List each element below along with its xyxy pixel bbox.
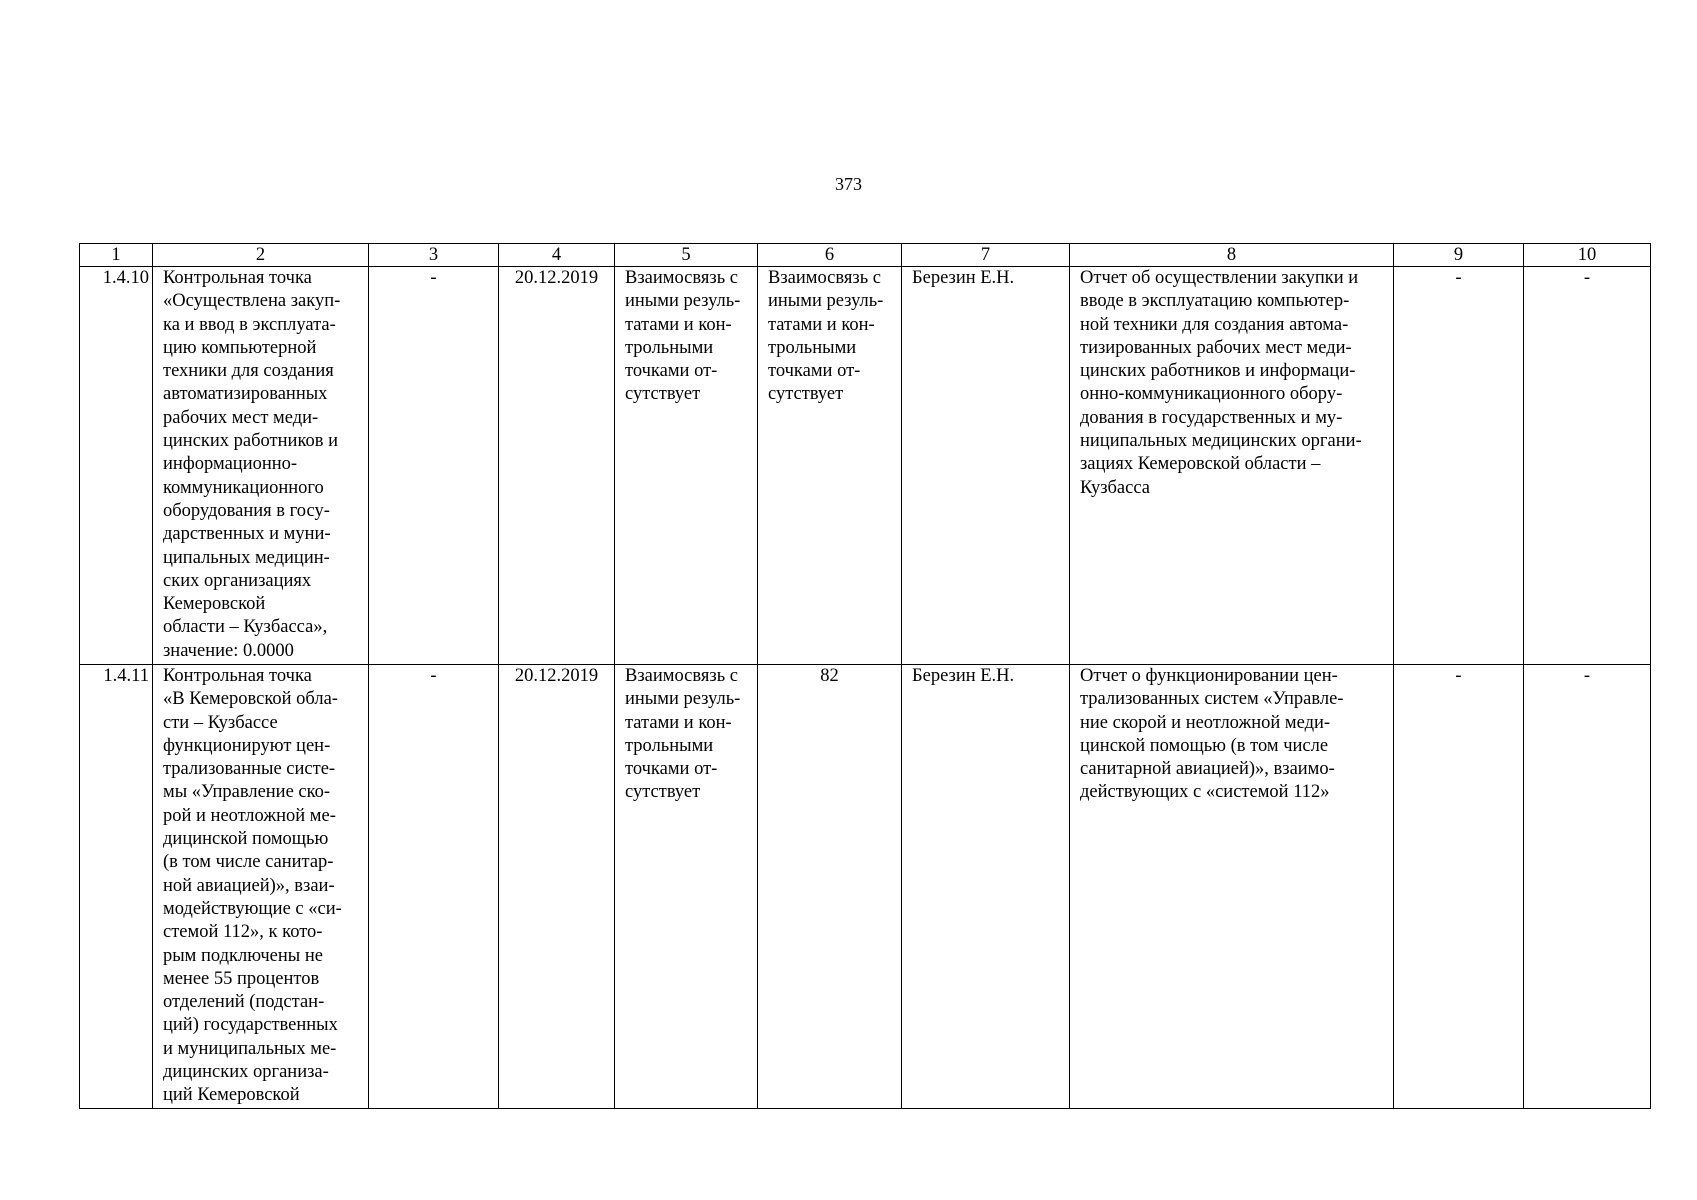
header-cell-9: 9 [1394, 244, 1524, 267]
column-10-cell: - [1524, 665, 1651, 1109]
table-row [80, 267, 1651, 665]
control-points-table [79, 243, 1651, 1109]
relationship-cell-2: Взаимосвязь с иными резуль- татами и кон- трольными точками от- сутствует [758, 267, 902, 665]
responsible-cell: Березин Е.Н. [902, 267, 1070, 665]
relationship-cell: Взаимосвязь с иными резуль- татами и кон- трольными точками от- сутствует [615, 665, 758, 1109]
table-header-row [80, 244, 1651, 267]
responsible-cell: Березин Е.Н. [902, 665, 1070, 1109]
header-cell-5: 5 [615, 244, 758, 267]
row-number-cell: 1.4.10 [80, 267, 153, 665]
column-9-cell: - [1394, 267, 1524, 665]
header-cell-10: 10 [1524, 244, 1651, 267]
column-9-cell: - [1394, 665, 1524, 1109]
date-cell: 20.12.2019 [499, 665, 615, 1109]
column-6-value-cell: 82 [758, 665, 902, 1109]
header-cell-8: 8 [1070, 244, 1394, 267]
header-cell-4: 4 [499, 244, 615, 267]
report-cell: Отчет о функционировании цен- трализованных систем «Управле- ние скорой и неотложной меди- цинской помощью (в том числе санитарной авиацией)», взаимо- действующих с «системой 112» [1070, 665, 1394, 1109]
page-number: 373 [835, 174, 862, 194]
report-cell: Отчет об осуществлении закупки и вводе в эксплуатацию компьютер- ной техники для создания автома- тизированных рабочих мест меди- цинских работников и информаци- онно-коммуникационного обору- дования в государственных и му- ниципальных медицинских органи- зациях Кемеровской области – Кузбасса [1070, 267, 1394, 665]
column-3-cell: - [369, 665, 499, 1109]
header-cell-1: 1 [80, 244, 153, 267]
header-cell-6: 6 [758, 244, 902, 267]
column-3-cell: - [369, 267, 499, 665]
control-point-name-cell: Контрольная точка «Осуществлена закуп- ка и ввод в эксплуата- цию компьютерной техники для создания автоматизированных рабочих мест меди- цинских работников и информационно- коммуникационного оборудования в госу- дарственных и муни- ципальных медицин- ских организациях Кемеровской области – Кузбасса», значение: 0.0000 [153, 267, 369, 665]
relationship-cell: Взаимосвязь с иными резуль- татами и кон- трольными точками от- сутствует [615, 267, 758, 665]
column-10-cell: - [1524, 267, 1651, 665]
header-cell-2: 2 [153, 244, 369, 267]
table-row [80, 665, 1651, 1109]
control-point-name-cell: Контрольная точка «В Кемеровской обла- сти – Кузбассе функционируют цен- трализованные систе- мы «Управление ско- рой и неотложной ме- дицинской помощью (в том числе санитар- ной авиацией)», взаи- модействующие с «си- стемой 112», к кото- рым подключены не менее 55 процентов отделений (подстан- ций) государственных и муниципальных ме- дицинских организа- ций Кемеровской [153, 665, 369, 1109]
row-number-cell: 1.4.11 [80, 665, 153, 1109]
header-cell-7: 7 [902, 244, 1070, 267]
header-cell-3: 3 [369, 244, 499, 267]
date-cell: 20.12.2019 [499, 267, 615, 665]
